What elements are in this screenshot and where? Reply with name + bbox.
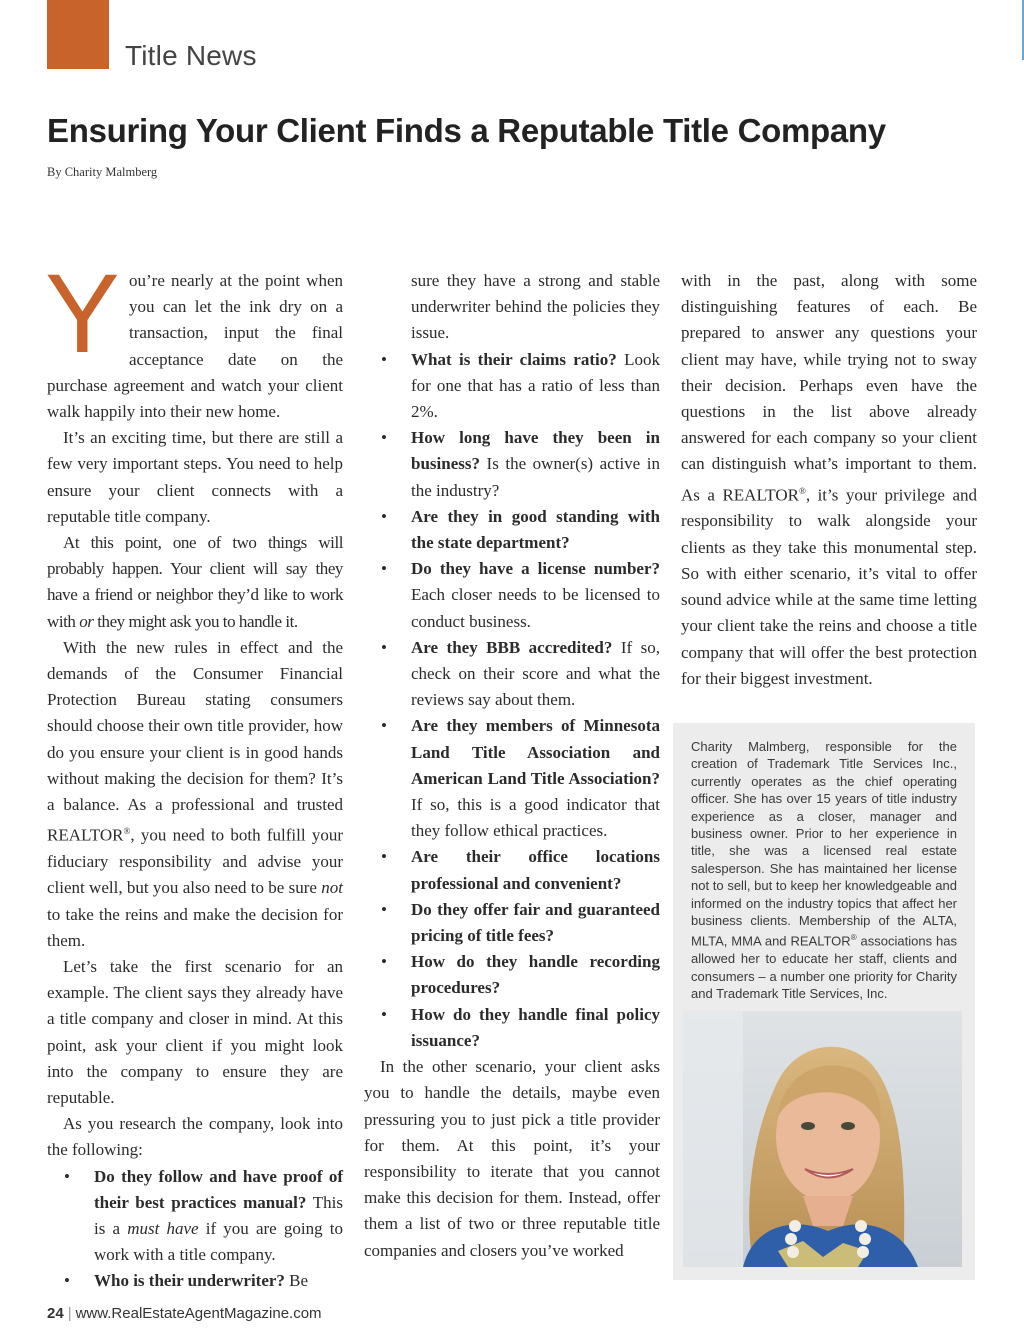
list-item <box>364 556 660 635</box>
page-number: 24 <box>47 1305 64 1322</box>
bullet-icon: • <box>381 716 387 736</box>
bullet-icon: • <box>381 559 387 579</box>
bullet-icon: • <box>381 428 387 448</box>
paragraph <box>47 530 343 635</box>
section-title: Title News <box>125 40 257 71</box>
bullet-question: Are they in good standing with the state department? <box>411 506 660 553</box>
page-footer <box>47 1305 322 1322</box>
bullet-question: Do they offer fair and guaranteed pricing of title fees? <box>411 899 660 946</box>
bullet-icon: • <box>381 637 387 657</box>
list-item <box>364 1002 660 1054</box>
footer-separator: | <box>67 1305 72 1322</box>
bullet-icon: • <box>381 952 387 972</box>
author-bio-box <box>673 723 975 1280</box>
registered-mark: ® <box>123 826 131 837</box>
paragraph: As you research the company, look into the following: <box>47 1114 343 1160</box>
bullet-icon: • <box>64 1166 70 1186</box>
list-item <box>364 713 660 844</box>
bullet-icon: • <box>381 847 387 867</box>
author-photo <box>683 1011 962 1267</box>
bullet-icon: • <box>381 899 387 919</box>
checklist <box>47 1164 343 1295</box>
bullet-question: Do they have a license number? <box>411 559 660 579</box>
list-item <box>364 635 660 714</box>
bio-text: associations has allowed her to educate her staff, clients and consumers – a number one priority for Charity and Trademark Title Services, Inc. <box>691 933 957 1002</box>
emphasis-text: not <box>321 878 343 898</box>
bullet-text: If so, this is a good indicator that they follow ethical practices. <box>411 795 660 841</box>
list-item <box>47 1164 343 1269</box>
paragraph-text: ou’re nearly at the point when you can let the ink dry on a transaction, input the final acceptance date on the purchase agreement and watch your client walk happily into their new home. <box>47 271 343 422</box>
list-item-continued: sure they have a strong and stable underwriter behind the policies they issue. <box>411 271 660 343</box>
list-item <box>364 425 660 504</box>
bullet-icon: • <box>381 349 387 369</box>
bullet-text: Is the owner(s) active in the industry? <box>411 454 660 500</box>
emphasis-text: must have <box>127 1218 199 1238</box>
bullet-question: Who is their underwriter? <box>94 1271 285 1291</box>
list-item <box>364 844 660 896</box>
section-color-block <box>47 0 109 69</box>
bullet-question: How do they handle final policy issuance? <box>411 1004 660 1050</box>
paragraph-text: they might ask you to handle it. <box>93 611 298 631</box>
bullet-text: Be <box>284 1271 309 1291</box>
paragraph: Let’s take the first scenario for an example. The client says they already have a title company and closer in mind. At this point, ask your client if you might look into the company to ensure they are reputable. <box>47 956 343 1107</box>
bullet-question: Are they BBB accredited? <box>411 637 613 657</box>
drop-cap-container <box>45 251 129 376</box>
article-headline: Ensuring Your Client Finds a Reputable Title Company <box>47 112 886 149</box>
bullet-text: Each closer needs to be licensed to conduct business. <box>411 585 660 631</box>
bullet-text: This is a <box>94 1192 343 1238</box>
paragraph <box>45 251 343 425</box>
drop-cap: Y <box>45 251 120 376</box>
bullet-text: If so, check on their score and what the reviews say about them. <box>411 637 660 710</box>
magazine-url: www.RealEstateAgentMagazine.com <box>75 1305 322 1322</box>
paragraph-text: With the new rules in effect and the demands of the Consumer Financial Protection Bureau stating consumers should choose their own title provider, how do you ensure your client is in good hands without making the decision for them? It’s a balance. As a professional and trusted REALTOR <box>47 637 343 845</box>
bullet-question: What is their claims ratio? <box>411 349 617 369</box>
emphasis-text: or <box>79 611 94 631</box>
author-portrait-icon <box>683 1011 962 1267</box>
list-item <box>364 949 660 1001</box>
bullet-icon: • <box>381 506 387 526</box>
bullet-icon: • <box>64 1271 70 1291</box>
bullet-question: Are they members of Minnesota Land Title Association and American Land Title Association? <box>411 716 660 788</box>
byline: By Charity Malmberg <box>47 165 158 179</box>
registered-mark: ® <box>850 933 857 943</box>
paragraph-text: with in the past, along with some distinguishing features of each. Be prepared to answer any questions your client may have, while trying not to sway their decision. Perhaps even have the questions in the list above already answered for each company so your client can distinguish what’s important to them. As a REALTOR <box>681 271 977 505</box>
article-column-2 <box>364 268 660 1264</box>
list-item <box>47 1268 343 1294</box>
bullet-icon: • <box>381 1004 387 1024</box>
paragraph-text: , it’s your privilege and responsibility to walk alongside your clients as they take this monumental step. So with either scenario, it’s vital to offer sound advice while at the same time letting your client take the reins and choose a title company that will offer the best protection for their biggest investment. <box>681 485 977 688</box>
article-column-3 <box>681 268 977 692</box>
article-column-1 <box>45 251 343 1295</box>
author-bio <box>691 738 957 1002</box>
paragraph-text: At this point, one of two things will probably happen. Your client will say they have a friend or neighbor they’d like to work with <box>47 533 343 631</box>
registered-mark: ® <box>798 485 806 496</box>
paragraph <box>681 268 977 692</box>
paragraph-text: to take the reins and make the decision for them. <box>47 904 343 950</box>
checklist <box>364 268 660 1054</box>
bullet-question: Are their office locations professional and convenient? <box>411 847 660 893</box>
paragraph <box>47 635 343 954</box>
list-item <box>364 897 660 949</box>
paragraph: It’s an exciting time, but there are still a few very important steps. You need to help ensure your client connects with a reputable title company. <box>47 428 343 526</box>
bullet-text: if you are going to work with a title company. <box>94 1218 343 1265</box>
list-item <box>364 347 660 426</box>
bullet-text: Look for one that has a ratio of less than 2%. <box>411 349 660 422</box>
bullet-question: Do they follow and have proof of their best practices manual? <box>94 1166 343 1212</box>
bullet-question: How long have they been in business? <box>411 428 660 474</box>
bio-text: Charity Malmberg, responsible for the creation of Trademark Title Services Inc., currently operates as the chief operating officer. She has over 15 years of title industry experience as a closer, manager and business owner. Prior to her experience in title, she was a licensed real estate salesperson. She has maintained her license not to sell, but to keep her knowledgeable and informed on the industry topics that affect her business clients. Membership of the ALTA, MLTA, MMA and REALTOR <box>691 739 957 949</box>
paragraph: In the other scenario, your client asks you to handle the details, maybe even pressuring you to just pick a title provider for them. At this point, it’s your responsibility to iterate that you cannot make this decision for them. Instead, offer them a list of two or three reputable title companies and closers you’ve worked <box>364 1057 660 1260</box>
list-item <box>364 504 660 556</box>
bullet-question: How do they handle recording procedures? <box>411 952 660 998</box>
paragraph-text: , you need to both fulfill your fiduciary responsibility and advise your client well, but you also need to be sure <box>47 825 343 898</box>
